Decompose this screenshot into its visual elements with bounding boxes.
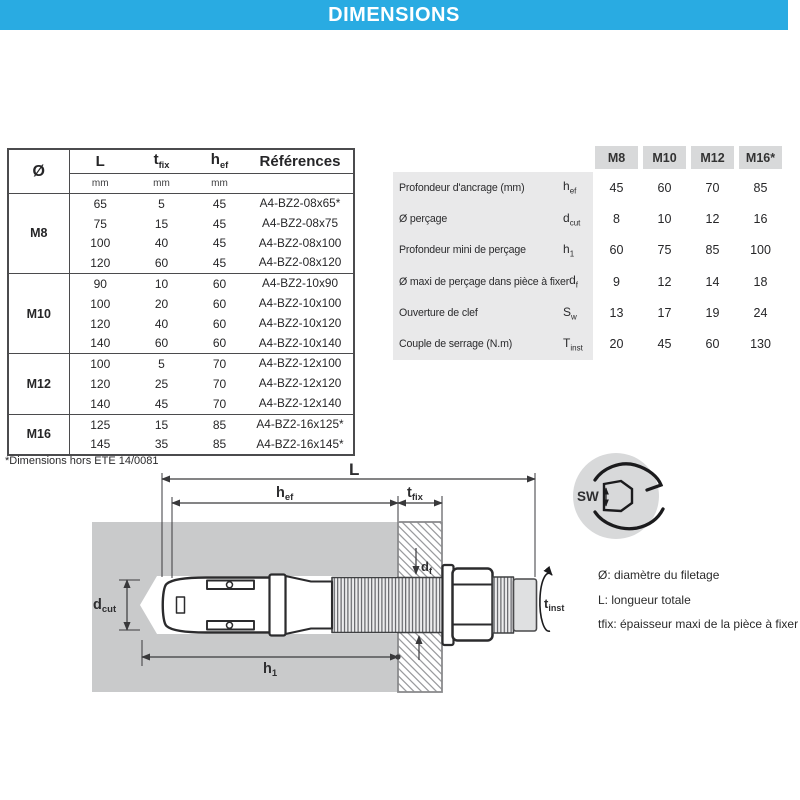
size-label: M8 [8, 194, 69, 274]
reference-cell: A4-BZ2-08x75 [261, 215, 339, 230]
reference-cell: A4-BZ2-16x125* [247, 414, 354, 434]
value-cell: 125 [69, 414, 131, 434]
unit-mm: mm [211, 177, 228, 189]
spec-value-cell: 18 [753, 274, 768, 289]
spec-value-cell: 45 [609, 180, 624, 195]
value-cell: 60 [212, 316, 227, 331]
reference-cell: A4-BZ2-12x100 [247, 354, 354, 374]
value-cell: 15 [154, 216, 169, 231]
unit-mm: mm [153, 177, 170, 189]
cone-slot [177, 597, 185, 613]
symbol-main: h [563, 179, 570, 194]
spec-value-cell: 20 [609, 337, 624, 352]
spec-value-cell: 14 [705, 274, 720, 289]
legend-line-length: L: longueur totale [598, 592, 691, 607]
spec-value-cell: 130 [750, 337, 771, 352]
spec-value-cell: 12 [657, 274, 672, 289]
wrench-inset [573, 453, 663, 539]
value-cell: 60 [212, 336, 227, 351]
value-cell: 100 [90, 236, 111, 251]
reference-cell: A4-BZ2-10x100 [258, 295, 342, 310]
reference-cell: A4-BZ2-08x120 [258, 255, 342, 270]
spec-label: Couple de serrage (N.m) [399, 338, 513, 351]
legend-line-tfix: tfix: épaisseur maxi de la pièce à fixer [598, 617, 799, 631]
value-cell: 120 [90, 316, 111, 331]
clip-rivet-top [227, 582, 233, 588]
label-L: L [349, 460, 360, 479]
value-cell: 40 [154, 316, 169, 331]
value-cell: 60 [154, 256, 169, 271]
clip-rivet-bottom [227, 622, 233, 628]
col-header-length: L [69, 149, 131, 174]
unit-mm: mm [91, 177, 109, 189]
symbol-sub: f [575, 280, 579, 290]
legend-line-diameter: Ø: diamètre du filetage [598, 568, 720, 582]
value-cell: 5 [131, 354, 192, 374]
value-cell: 75 [93, 216, 107, 231]
size-label: M12 [8, 354, 69, 414]
symbol-main: T [563, 336, 571, 351]
symbol-sub: w [571, 312, 577, 322]
spec-value-cell: 60 [657, 180, 672, 195]
spec-value-cell: 85 [705, 243, 720, 258]
bolt-shank [286, 576, 333, 634]
spec-value-cell: 9 [613, 274, 620, 289]
size-label: M16 [8, 414, 69, 455]
spec-value-cell: 19 [705, 305, 720, 320]
value-cell: 90 [69, 274, 131, 294]
reference-cell: A4-BZ2-10x120 [258, 315, 342, 330]
spec-column-header: M16* [739, 146, 782, 169]
value-cell: 15 [131, 414, 192, 434]
spec-column-header: M12 [691, 146, 734, 169]
value-cell: 35 [154, 437, 169, 452]
value-cell: 60 [154, 336, 169, 351]
spec-value-cell: 70 [705, 180, 720, 195]
anchor-bolt [163, 565, 537, 645]
spec-column-header: M8 [595, 146, 638, 169]
spec-value-cell: 60 [705, 337, 720, 352]
value-cell: 140 [90, 336, 111, 351]
label-tfix: $t_{fix}$ [407, 485, 423, 503]
spec-value-cell: 24 [753, 305, 768, 320]
spec-value-cell: 45 [657, 337, 672, 352]
value-cell: 40 [154, 236, 169, 251]
reference-cell: A4-BZ2-10x90 [247, 274, 354, 294]
label-df: $d_f$ [421, 559, 432, 576]
col-header-hef: $h_{ef}$ [192, 149, 247, 174]
banner-title: DIMENSIONS [328, 3, 460, 26]
value-cell: 45 [212, 216, 227, 231]
value-cell: 70 [212, 377, 227, 392]
value-cell: 140 [90, 396, 111, 411]
symbol-main: S [563, 304, 572, 319]
reference-cell: A4-BZ2-12x120 [258, 376, 342, 391]
spec-label: Ø perçage [399, 212, 448, 225]
value-cell: 100 [90, 296, 111, 311]
value-cell: 45 [154, 396, 169, 411]
symbol-main: d [569, 273, 576, 288]
col-header-diameter: Ø [8, 149, 69, 194]
value-cell: 120 [90, 256, 111, 271]
spec-value-cell: 10 [657, 211, 672, 226]
value-cell: 20 [154, 296, 169, 311]
spec-value-cell: 85 [753, 180, 768, 195]
value-cell: 65 [69, 194, 131, 214]
symbol-sub: 1 [569, 249, 575, 259]
reference-cell: A4-BZ2-16x145* [256, 436, 344, 451]
value-cell: 45 [212, 236, 227, 251]
reference-cell: A4-BZ2-08x65* [247, 194, 354, 214]
spec-label: Profondeur mini de perçage [399, 244, 526, 257]
footnote: *Dimensions hors ETE 14/0081 [5, 455, 159, 467]
reference-cell: A4-BZ2-12x140 [258, 395, 342, 410]
spec-value-cell: 17 [657, 305, 672, 320]
spec-label: Ø maxi de perçage dans pièce à fixer [399, 275, 570, 288]
value-cell: 85 [212, 437, 227, 452]
value-cell: 45 [192, 194, 247, 214]
value-cell: 85 [192, 414, 247, 434]
label-hef: $h_{ef}$ [276, 485, 294, 503]
spec-label: Profondeur d'ancrage (mm) [399, 181, 525, 194]
spec-value-cell: 13 [609, 305, 624, 320]
value-cell: 100 [69, 354, 131, 374]
spec-value-cell: 12 [705, 211, 720, 226]
value-cell: 25 [154, 377, 169, 392]
label-tinst: $t_{inst}$ [544, 596, 565, 613]
symbol-main: h [563, 242, 570, 257]
thread-stub [493, 577, 514, 633]
value-cell: 145 [90, 437, 111, 452]
value-cell: 10 [131, 274, 192, 294]
label-dcut: $d_{cut}$ [93, 597, 117, 615]
spec-value-cell: 16 [753, 211, 768, 226]
symbol-main: d [563, 210, 570, 225]
value-cell: 5 [131, 194, 192, 214]
value-cell: 70 [192, 354, 247, 374]
value-cell: 60 [212, 296, 227, 311]
thread-section [332, 578, 443, 633]
symbol-sub: inst [570, 343, 583, 353]
spec-value-cell: 8 [613, 211, 620, 226]
reference-cell: A4-BZ2-10x140 [258, 335, 342, 350]
bolt-tip [514, 579, 537, 631]
reference-cell: A4-BZ2-08x100 [258, 235, 342, 250]
label-sw: SW [577, 489, 599, 504]
dim-h1-endpoint [395, 654, 400, 659]
spec-value-cell: 75 [657, 243, 672, 258]
symbol-sub: cut [569, 218, 581, 228]
spec-value-cell: 60 [609, 243, 624, 258]
spec-column-header: M10 [643, 146, 686, 169]
value-cell: 60 [192, 274, 247, 294]
hex-nut [453, 569, 493, 641]
hex-profile [604, 481, 632, 511]
spec-label: Ouverture de clef [399, 306, 478, 319]
label-h1: $h_1$ [263, 661, 278, 679]
symbol-sub: ef [569, 186, 577, 196]
value-cell: 45 [212, 256, 227, 271]
value-cell: 70 [212, 396, 227, 411]
spec-value-cell: 100 [750, 243, 771, 258]
size-label: M10 [8, 274, 69, 354]
col-header-references: Références [247, 149, 354, 174]
collar [270, 575, 286, 636]
value-cell: 120 [90, 377, 111, 392]
col-header-tfix: $t_{fix}$ [131, 149, 192, 174]
